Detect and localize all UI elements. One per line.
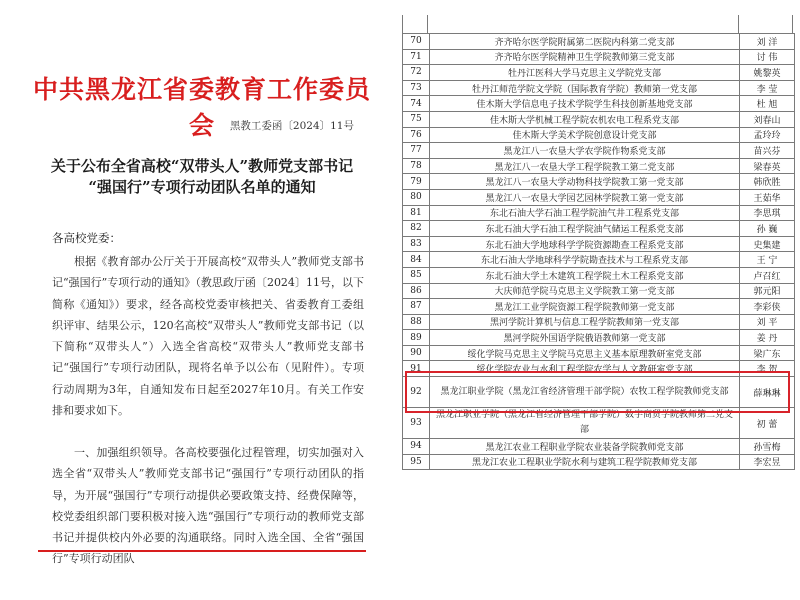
table-row	[403, 65, 795, 81]
table-cell-department: 黑龙江工业学院资源工程学院教师第一党支部	[430, 299, 740, 315]
body-paragraph-1: 根据《教育部办公厅关于开展高校“双带头人”教师党支部书记“强国行”专项行动的通知》（教思政厅函〔2024〕11号，以下简称《通知》）要求，经各高校党委审核把关、省委教育工委组织评审、结果公示，120名高校“双带头人”教师党支部书记（以下简称“双带头人”）入选全省高校“双带头人”教师党支部书记“强国行”专项行动团队，现将名单予以公布（见附件）。专项行动周期为3年，自通知发布日起至2027年10月。有关工作安排和要求如下。	[52, 255, 364, 418]
table-cell-name: 刘 洋	[740, 34, 795, 50]
table-cell-number: 95	[403, 454, 430, 470]
document-number: 黑教工委函〔2024〕11号	[229, 120, 354, 132]
table-row	[403, 127, 795, 143]
table-cell-department: 东北石油大学地球科学学院资源勘查工程系党支部	[430, 236, 740, 252]
table-row	[403, 345, 795, 361]
notice-document	[22, 8, 382, 592]
table-cell-number: 90	[403, 345, 430, 361]
table-cell-department: 牡丹江医科大学马克思主义学院党支部	[430, 65, 740, 81]
table-cell-name: 梁广东	[740, 345, 795, 361]
table-cell-name: 史集建	[740, 236, 795, 252]
table-cell-department: 东北石油大学地球科学学院勘查技术与工程系党支部	[430, 252, 740, 268]
table-cell-department: 黑龙江八一农垦大学农学院作物系党支部	[430, 143, 740, 159]
table-cell-number: 79	[403, 174, 430, 190]
table-row	[403, 143, 795, 159]
table-cell-number: 74	[403, 96, 430, 112]
table-cell-department: 佳木斯大学美术学院创意设计党支部	[430, 127, 740, 143]
table-cell-department: 黑龙江农业工程职业学院农业装备学院教师党支部	[430, 439, 740, 455]
table-cell-name: 李宏昱	[740, 454, 795, 470]
table-cell-department: 黑河学院外国语学院俄语教师第一党支部	[430, 330, 740, 346]
table-row	[403, 158, 795, 174]
table-cell-number: 73	[403, 80, 430, 96]
table-cell-department: 东北石油大学石油工程学院油气井工程系党支部	[430, 205, 740, 221]
table-cell-number: 89	[403, 330, 430, 346]
table-cell-name: 姚黎英	[740, 65, 795, 81]
team-list-table	[402, 33, 795, 470]
table-cell-number: 81	[403, 205, 430, 221]
table-cell-department: 黑龙江八一农垦大学园艺园林学院教工第一党支部	[430, 189, 740, 205]
table-cell-number: 83	[403, 236, 430, 252]
table-cell-number: 93	[403, 408, 430, 439]
table-row	[403, 189, 795, 205]
table-cell-name: 李 贺	[740, 361, 795, 377]
table-row	[403, 377, 795, 408]
table-row	[403, 49, 795, 65]
body-paragraph-2: 一、加强组织领导。各高校要强化过程管理，切实加强对入选全省“双带头人”教师党支部书记“强国行”专项行动团队的指导，为开展“强国行”专项行动提供必要政策支持、经费保障等，校党委组织部门要积极对接入选“强国行”专项行动的教师党支部书记并提供校内外必要的沟通联络。同时入选全国、全省“强国行”专项行动团队	[52, 446, 364, 566]
table-cell-department: 牡丹江师范学院文学院（国际教育学院）教师第一党支部	[430, 80, 740, 96]
table-cell-number: 82	[403, 221, 430, 237]
table-row	[403, 205, 795, 221]
table-cell-name: 苗兴芬	[740, 143, 795, 159]
table-cell-name: 孟玲玲	[740, 127, 795, 143]
table-cell-name: 郭元阳	[740, 283, 795, 299]
table-cell-name: 讨 伟	[740, 49, 795, 65]
table-row	[403, 34, 795, 50]
table-cell-number: 87	[403, 299, 430, 315]
table-cell-name: 刘春山	[740, 111, 795, 127]
partial-table-row	[402, 15, 793, 33]
table-row	[403, 361, 795, 377]
table-cell-name: 李彩侠	[740, 299, 795, 315]
table-row	[403, 80, 795, 96]
table-cell-number: 92	[403, 377, 430, 408]
table-cell-name: 王茹华	[740, 189, 795, 205]
table-cell-number: 76	[403, 127, 430, 143]
table-cell-name: 薛琳琳	[740, 377, 795, 408]
table-cell-department: 绥化学院农业与水利工程学院农学与人文教研室党支部	[430, 361, 740, 377]
table-cell-department: 佳木斯大学信息电子技术学院学生科技创新基地党支部	[430, 96, 740, 112]
notice-title-line2: “强国行”专项行动团队名单的通知	[88, 178, 316, 196]
table-cell-department: 黑龙江职业学院（黑龙江省经济管理干部学院）农牧工程学院教师党支部	[430, 377, 740, 408]
table-cell-number: 85	[403, 267, 430, 283]
table-row	[403, 314, 795, 330]
table-cell-department: 绥化学院马克思主义学院马克思主义基本原理教研室党支部	[430, 345, 740, 361]
table-row	[403, 299, 795, 315]
table-cell-number: 91	[403, 361, 430, 377]
table-cell-number: 86	[403, 283, 430, 299]
table-cell-number: 70	[403, 34, 430, 50]
table-row	[403, 330, 795, 346]
table-row	[403, 267, 795, 283]
table-row	[403, 221, 795, 237]
table-cell-name: 王 宁	[740, 252, 795, 268]
table-cell-department: 东北石油大学石油工程学院油气储运工程系党支部	[430, 221, 740, 237]
table-cell-department: 黑龙江职业学院（黑龙江省经济管理干部学院）数字商贸学院教师第二党支部	[430, 408, 740, 439]
table-row	[403, 236, 795, 252]
notice-title-line1: 关于公布全省高校“双带头人”教师党支部书记	[50, 157, 354, 175]
table-cell-department: 齐齐哈尔医学院附属第二医院内科第二党支部	[430, 34, 740, 50]
masthead-title: 中共黑龙江省委教育工作委员会	[32, 75, 371, 140]
table-cell-number: 77	[403, 143, 430, 159]
table-row	[403, 96, 795, 112]
table-row	[403, 439, 795, 455]
table-row	[403, 408, 795, 439]
table-cell-number: 80	[403, 189, 430, 205]
table-cell-department: 佳木斯大学机械工程学院农机农电工程系党支部	[430, 111, 740, 127]
table-cell-name: 孙 巍	[740, 221, 795, 237]
table-row	[403, 283, 795, 299]
table-cell-department: 大庆师范学院马克思主义学院教工第一党支部	[430, 283, 740, 299]
table-cell-department: 黑河学院计算机与信息工程学院教师第一党支部	[430, 314, 740, 330]
table-cell-name: 卢召红	[740, 267, 795, 283]
table-cell-name: 李思琪	[740, 205, 795, 221]
red-bottom-rule	[38, 550, 366, 552]
table-cell-number: 75	[403, 111, 430, 127]
table-row	[403, 454, 795, 470]
table-cell-number: 72	[403, 65, 430, 81]
table-cell-name: 李 莹	[740, 80, 795, 96]
table-cell-name: 杜 旭	[740, 96, 795, 112]
table-cell-name: 刘 平	[740, 314, 795, 330]
table-cell-number: 78	[403, 158, 430, 174]
partial-row-name	[739, 15, 793, 33]
table-cell-number: 71	[403, 49, 430, 65]
table-row	[403, 111, 795, 127]
table-row	[403, 174, 795, 190]
table-cell-department: 齐齐哈尔医学院精神卫生学院教师第三党支部	[430, 49, 740, 65]
table-cell-name: 初 蕾	[740, 408, 795, 439]
table-cell-department: 东北石油大学土木建筑工程学院土木工程系党支部	[430, 267, 740, 283]
table-cell-name: 梁春英	[740, 158, 795, 174]
salutation: 各高校党委：	[52, 231, 121, 245]
table-cell-department: 黑龙江农业工程职业学院水利与建筑工程学院教师党支部	[430, 454, 740, 470]
table-cell-name: 韩欣胜	[740, 174, 795, 190]
table-cell-number: 94	[403, 439, 430, 455]
table-cell-department: 黑龙江八一农垦大学动物科技学院教工第一党支部	[430, 174, 740, 190]
table-cell-name: 孙雪梅	[740, 439, 795, 455]
table-cell-department: 黑龙江八一农垦大学工程学院教工第二党支部	[430, 158, 740, 174]
table-cell-name: 姜 丹	[740, 330, 795, 346]
table-row	[403, 252, 795, 268]
notice-title	[32, 156, 372, 198]
table-cell-number: 84	[403, 252, 430, 268]
table-cell-number: 88	[403, 314, 430, 330]
